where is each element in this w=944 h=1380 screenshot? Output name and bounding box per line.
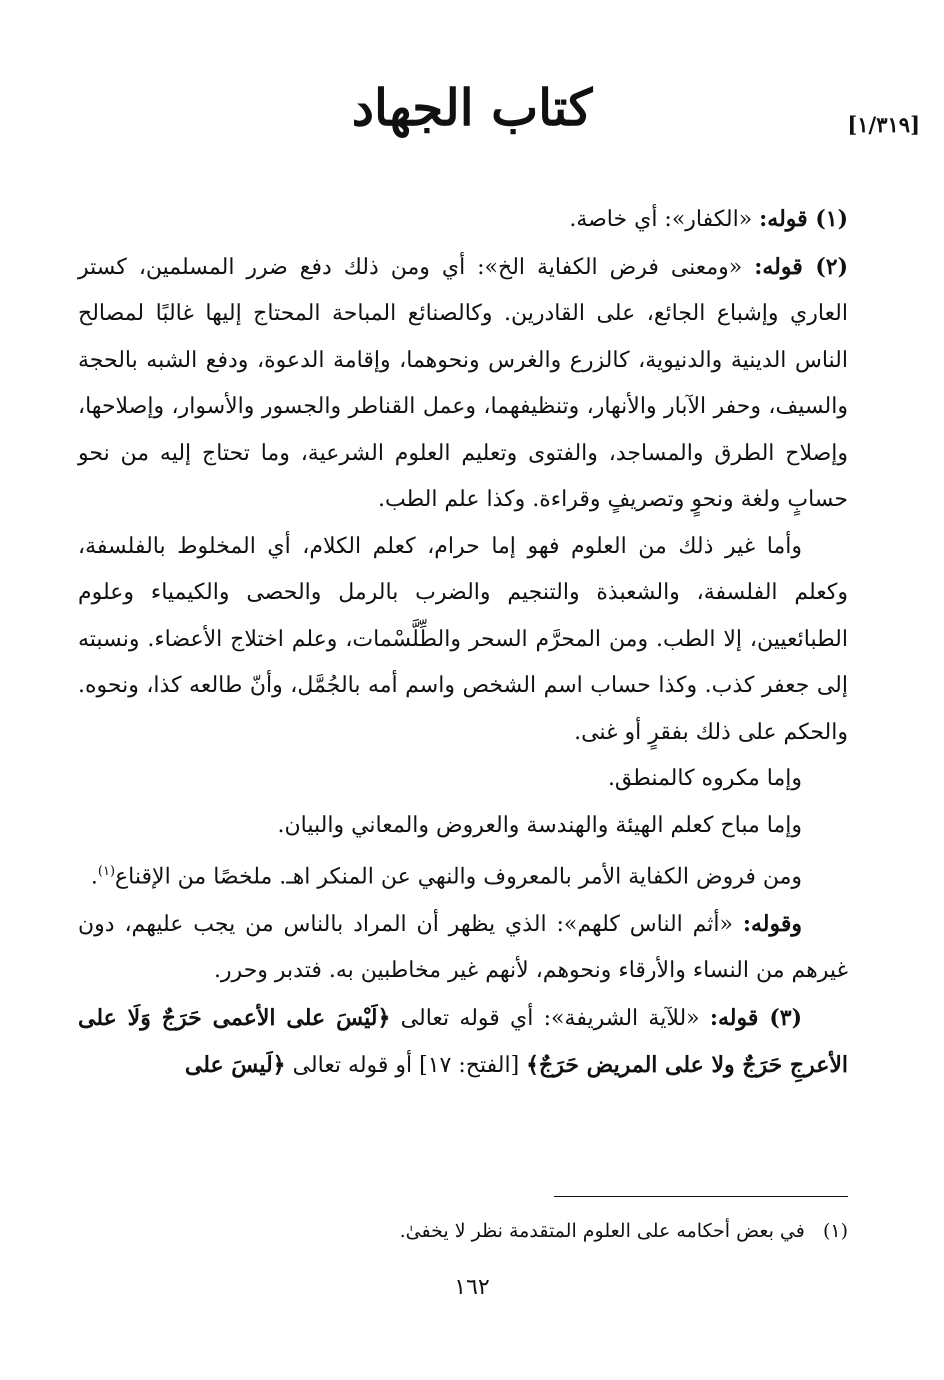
paragraph-text-mid: [الفتح: ١٧] أو قوله تعالى bbox=[285, 1053, 527, 1079]
paragraph-7 bbox=[78, 901, 848, 995]
quran-verse-1: ﴿لَيْسَ على الأعمى حَرَجٌ وَلَا على الأعرجِ حَرَجٌ ولا على المريض حَرَجٌ﴾ bbox=[78, 1004, 848, 1079]
paragraph-text: «للآية الشريفة»: أي قوله تعالى bbox=[390, 1005, 710, 1031]
page-title: كتاب الجهاد bbox=[351, 78, 593, 137]
footnote-text: في بعض أحكامه على العلوم المتقدمة نظر لا يخفىٰ. bbox=[399, 1220, 805, 1242]
paragraph-text: «ومعنى فرض الكفاية الخ»: أي ومن ذلك دفع ضرر المسلمين، كستر العاري وإشباع الجائع، على القادرين. وكالصنائع المباحة المحتاج إليها غالبًا لمصالح الناس الدينية والدنيوية، كالزرع والغرس ونحوهما، وإقامة الدعوة، ودفع الشبه بالحجة والسيف، وحفر الآبار والأنهار، وتنظيفهما، وعمل القناطر والجسور والأسوار، وإصلاحها، وإصلاح الطرق والمساجد، والفتوى وتعليم العلوم الشرعية، وما تحتاج إليه من نحو حسابٍ ولغة ونحوٍ وتصريفٍ وقراءة. وكذا علم الطب. bbox=[78, 254, 848, 512]
paragraph-text: وأما غير ذلك من العلوم فهو إما حرام، كعلم الكلام، أي المخلوط بالفلسفة، وكعلم الفلسفة، والشعبذة والتنجيم والضرب بالرمل والحصى والكيمياء وعلوم الطبائعيين، إلا الطب. ومن المحرَّم السحر والطِّلَّسْمات، وعلم اختلاج الأعضاء. ونسبته إلى جعفر كذب. وكذا حساب اسم الشخص واسم أمه بالجُمَّل، وأنّ طالعه كذا، ونحوه. والحكم على ذلك بفقرٍ أو غنى. bbox=[78, 533, 848, 745]
paragraph-lead: (١) قوله: bbox=[759, 206, 848, 232]
paragraph-3 bbox=[78, 524, 848, 757]
paragraph-5 bbox=[78, 803, 848, 850]
paragraph-text: وإما مباح كعلم الهيئة والهندسة والعروض والمعاني والبيان. bbox=[277, 812, 802, 838]
footnote-divider bbox=[554, 1196, 848, 1197]
paragraph-text: وإما مكروه كالمنطق. bbox=[607, 766, 802, 791]
page-reference: [١/٣١٩] bbox=[847, 112, 920, 137]
paragraph-text: «أثم الناس كلهم»: الذي يظهر أن المراد بالناس من يجب عليهم، دون غيرهم من النساء والأرقاء ونحوهم، لأنهم غير مخاطبين به. فتدبر وحرر. bbox=[78, 911, 848, 984]
footnote-marker: (١) bbox=[97, 864, 116, 879]
footnote bbox=[78, 1216, 848, 1246]
paragraph-text: «الكفار»: أي خاصة. bbox=[569, 207, 760, 232]
main-text bbox=[78, 196, 848, 1090]
paragraph-4 bbox=[78, 756, 848, 803]
paragraph-tail: . bbox=[90, 864, 98, 890]
paragraph-text: ومن فروض الكفاية الأمر بالمعروف والنهي عن المنكر اهـ. ملخصًا من الإقناع bbox=[115, 864, 802, 890]
paragraph-1 bbox=[78, 196, 848, 244]
footnote-number: (١) bbox=[822, 1220, 848, 1242]
paragraph-lead: (٢) قوله: bbox=[754, 253, 848, 280]
page-number: ١٦٢ bbox=[454, 1275, 490, 1300]
paragraph-6 bbox=[78, 849, 848, 901]
quran-verse-2: ﴿لَيسَ على bbox=[184, 1052, 286, 1079]
paragraph-2 bbox=[78, 244, 848, 524]
paragraph-8 bbox=[78, 995, 848, 1090]
paragraph-lead: (٣) قوله: bbox=[709, 1004, 802, 1031]
paragraph-lead: وقوله: bbox=[742, 910, 802, 937]
